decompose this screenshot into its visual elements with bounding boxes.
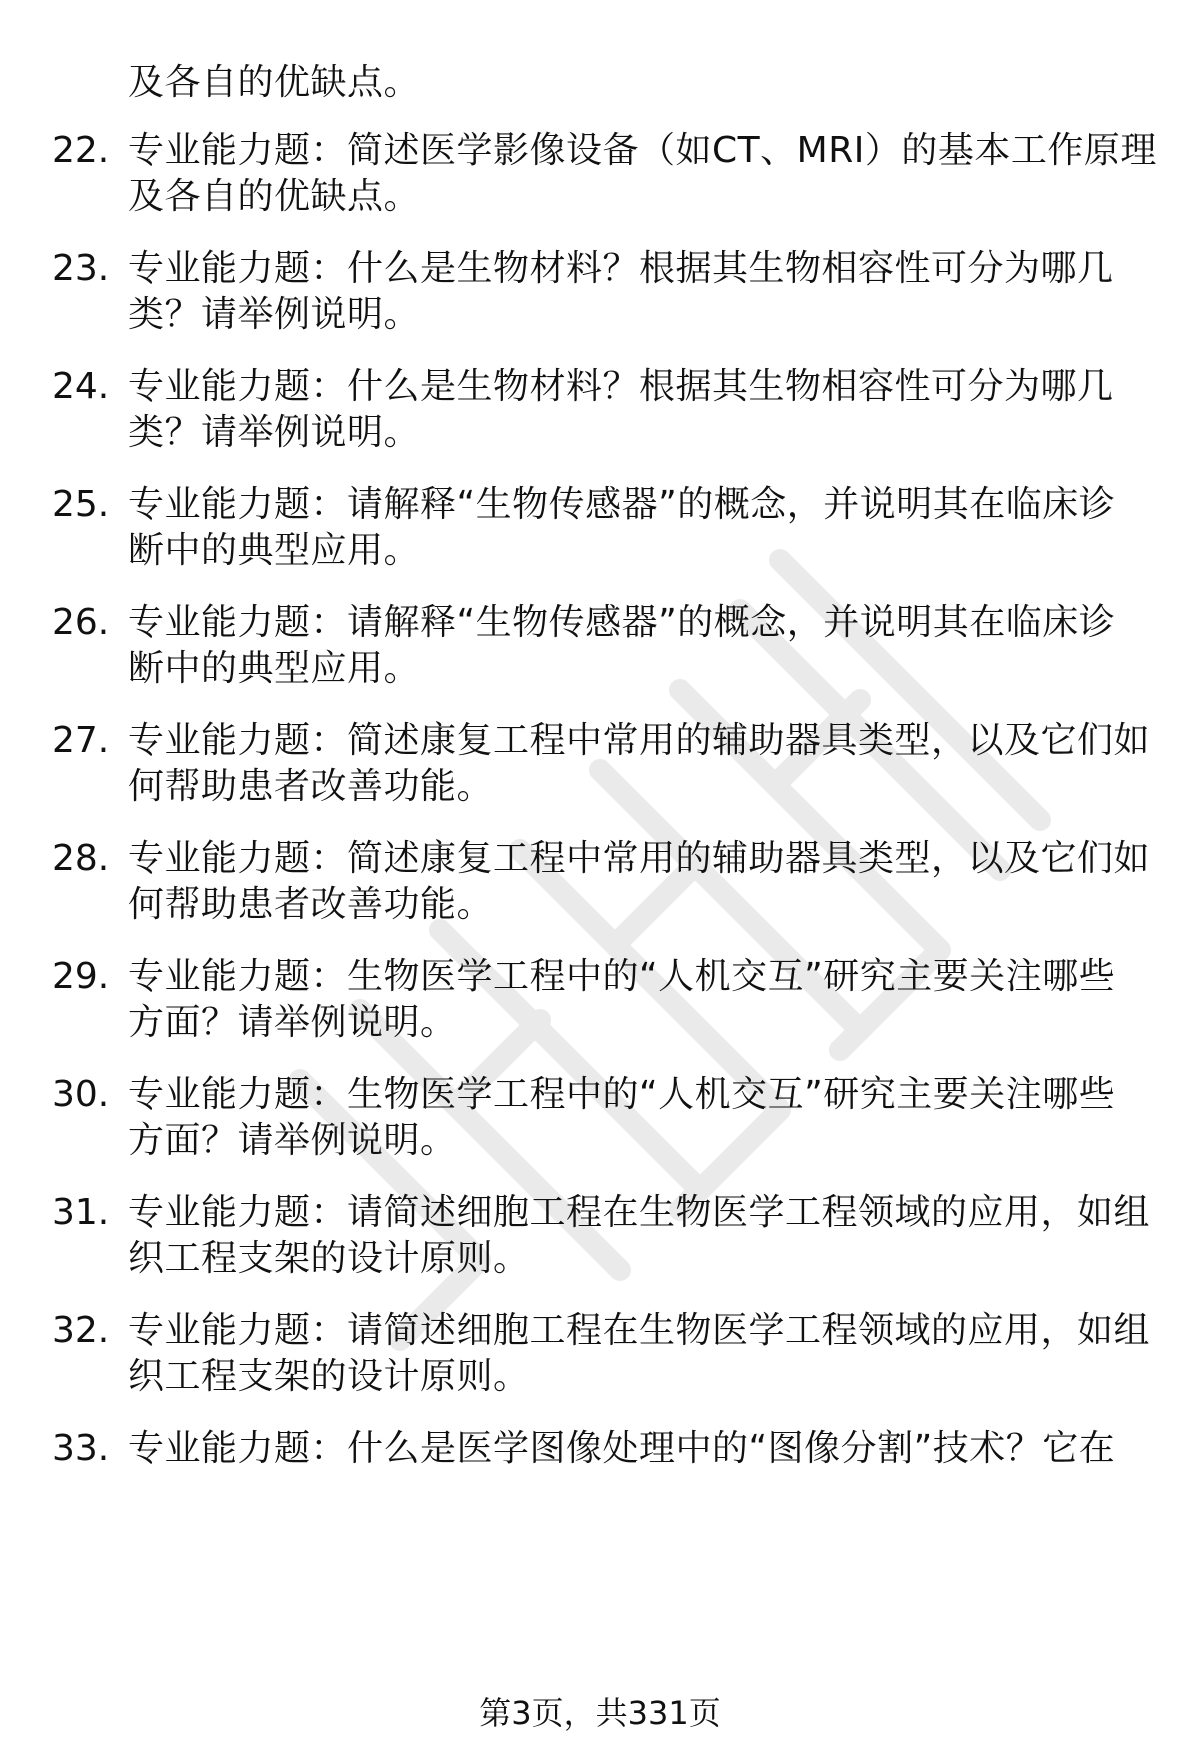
item-text-line2: 及各自的优缺点。: [128, 176, 421, 217]
item-number: 29.: [52, 956, 110, 997]
item-text-line1: 专业能力题：请解释“生物传感器”的概念，并说明其在临床诊: [128, 484, 1116, 525]
item-text-line2: 断中的典型应用。: [128, 530, 421, 571]
item-text-line1: 专业能力题：生物医学工程中的“人机交互”研究主要关注哪些: [128, 956, 1116, 997]
item-text-line2: 织工程支架的设计原则。: [128, 1238, 530, 1279]
item-number: 32.: [52, 1310, 110, 1351]
item-text-line1: 专业能力题：请简述细胞工程在生物医学工程领域的应用，如组: [128, 1310, 1151, 1351]
item-text-line2: 何帮助患者改善功能。: [128, 884, 494, 925]
item-number: 25.: [52, 484, 110, 525]
item-number: 26.: [52, 602, 110, 643]
item-text-line2: 方面？请举例说明。: [128, 1002, 457, 1043]
item-text-line2: 类？请举例说明。: [128, 412, 421, 453]
item-text-line2: 织工程支架的设计原则。: [128, 1356, 530, 1397]
item-text-line1: 专业能力题：生物医学工程中的“人机交互”研究主要关注哪些: [128, 1074, 1116, 1115]
item-text-line2: 何帮助患者改善功能。: [128, 766, 494, 807]
item-text-line1: 专业能力题：简述康复工程中常用的辅助器具类型，以及它们如: [128, 838, 1151, 879]
item-text-line1: 专业能力题：什么是医学图像处理中的“图像分割”技术？它在: [128, 1428, 1116, 1469]
item-text-line1: 专业能力题：什么是生物材料？根据其生物相容性可分为哪几: [128, 366, 1114, 407]
item-number: 31.: [52, 1192, 110, 1233]
item-text-line2: 类？请举例说明。: [128, 294, 421, 335]
item-text-line1: 专业能力题：请解释“生物传感器”的概念，并说明其在临床诊: [128, 602, 1116, 643]
item-number: 30.: [52, 1074, 110, 1115]
item-text-line2: 方面？请举例说明。: [128, 1120, 457, 1161]
item-number: 22.: [52, 130, 110, 171]
page-footer: 第3页，共331页: [479, 1694, 721, 1732]
item-text-line2: 断中的典型应用。: [128, 648, 421, 689]
item-number: 33.: [52, 1428, 110, 1469]
item-text-line1: 专业能力题：请简述细胞工程在生物医学工程领域的应用，如组: [128, 1192, 1151, 1233]
continuation-line: 及各自的优缺点。: [128, 62, 421, 103]
item-text-line1: 专业能力题：简述医学影像设备（如CT、MRI）的基本工作原理: [128, 130, 1157, 171]
item-number: 27.: [52, 720, 110, 761]
item-text-line1: 专业能力题：简述康复工程中常用的辅助器具类型，以及它们如: [128, 720, 1151, 761]
item-number: 23.: [52, 248, 110, 289]
item-number: 28.: [52, 838, 110, 879]
item-text-line1: 专业能力题：什么是生物材料？根据其生物相容性可分为哪几: [128, 248, 1114, 289]
item-number: 24.: [52, 366, 110, 407]
